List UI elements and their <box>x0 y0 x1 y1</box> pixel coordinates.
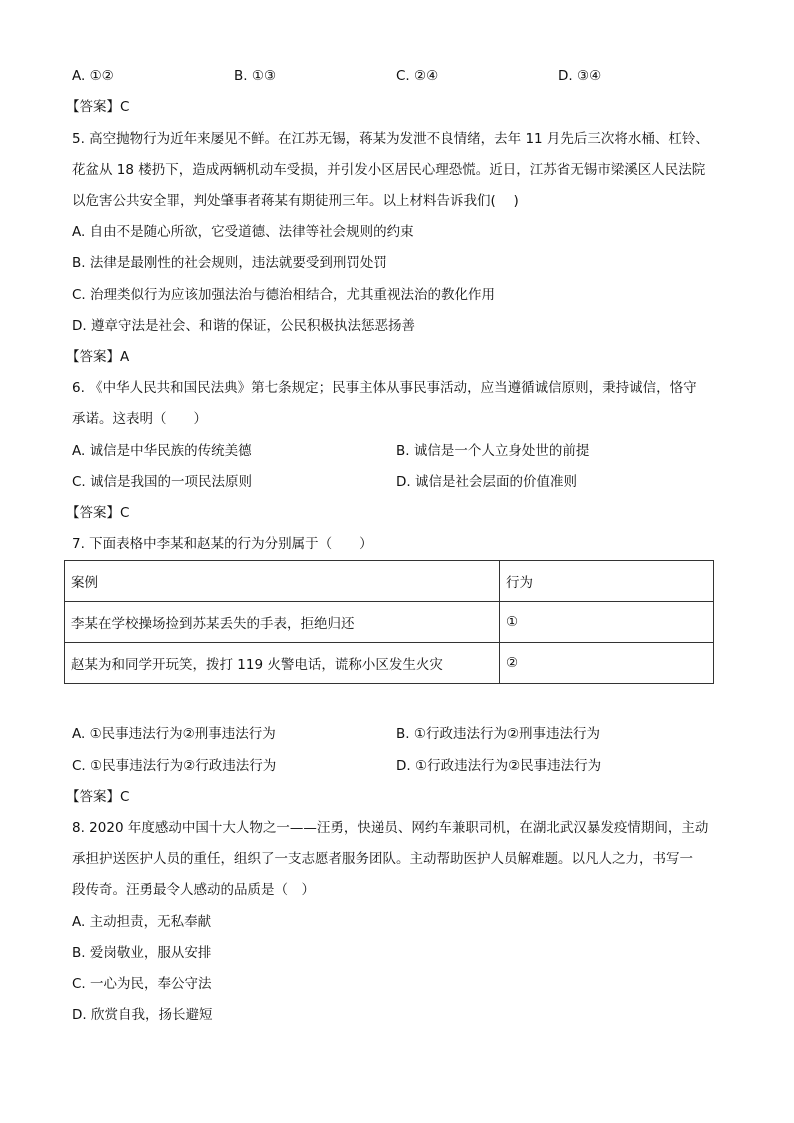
question-stem-line: 承担护送医护人员的重任，组织了一支志愿者服务团队。主动帮助医护人员解难题。以凡人之力，书写一 <box>72 851 693 867</box>
option-b: B. 法律是最刚性的社会规则，违法就要受到刑罚处罚 <box>72 255 387 271</box>
option-c: C. ②④ <box>396 68 439 84</box>
option-c: C. 诚信是我国的一项民法原则 <box>72 474 253 490</box>
option-c: C. 治理类似行为应该加强法治与德治相结合，尤其重视法治的教化作用 <box>72 287 496 303</box>
table-row <box>65 602 714 643</box>
table-header-cell: 案例 <box>65 561 500 602</box>
option-b: B. 诚信是一个人立身处世的前提 <box>396 443 590 459</box>
table-row <box>65 643 714 684</box>
answer-label: 【答案】C <box>66 789 130 805</box>
option-a: A. 自由不是随心所欲，它受道德、法律等社会规则的约束 <box>72 224 414 240</box>
table-header-cell: 行为 <box>500 561 714 602</box>
option-a: A. ①② <box>72 68 114 84</box>
option-b: B. 爱岗敬业，服从安排 <box>72 945 212 961</box>
table-cell: ② <box>500 643 714 684</box>
option-a: A. ①民事违法行为②刑事违法行为 <box>72 726 276 742</box>
case-table <box>64 560 714 684</box>
question-stem-line: 7. 下面表格中李某和赵某的行为分别属于（ ） <box>72 536 373 552</box>
option-a: A. 诚信是中华民族的传统美德 <box>72 443 252 459</box>
table-header-row <box>65 561 714 602</box>
option-d: D. 遵章守法是社会、和谐的保证，公民积极执法惩恶扬善 <box>72 318 415 334</box>
question-stem-line: 以危害公共安全罪，判处肇事者蒋某有期徒刑三年。以上材料告诉我们( ) <box>72 193 519 209</box>
table-cell: 李某在学校操场捡到苏某丢失的手表，拒绝归还 <box>65 602 500 643</box>
question-stem-line: 8. 2020 年度感动中国十大人物之一——汪勇，快递员、网约车兼职司机，在湖北武汉暴发疫情期间，主动 <box>72 820 709 836</box>
table-cell: 赵某为和同学开玩笑，拨打 119 火警电话，谎称小区发生火灾 <box>65 643 500 684</box>
option-d: D. ③④ <box>558 68 602 84</box>
option-b: B. ①③ <box>234 68 277 84</box>
table-cell: ① <box>500 602 714 643</box>
option-b: B. ①行政违法行为②刑事违法行为 <box>396 726 601 742</box>
option-d: D. ①行政违法行为②民事违法行为 <box>396 758 602 774</box>
option-d: D. 欣赏自我，扬长避短 <box>72 1007 213 1023</box>
option-c: C. ①民事违法行为②行政违法行为 <box>72 758 277 774</box>
answer-label: 【答案】C <box>66 505 130 521</box>
option-d: D. 诚信是社会层面的价值准则 <box>396 474 577 490</box>
option-a: A. 主动担责，无私奉献 <box>72 914 212 930</box>
answer-label: 【答案】A <box>66 349 130 365</box>
option-c: C. 一心为民，奉公守法 <box>72 976 212 992</box>
question-stem-line: 5. 高空抛物行为近年来屡见不鲜。在江苏无锡，蒋某为发泄不良情绪，去年 11 月先后三次将水桶、杠铃、 <box>72 131 709 147</box>
answer-label: 【答案】C <box>66 99 130 115</box>
question-stem-line: 段传奇。汪勇最令人感动的品质是（ ） <box>72 882 315 898</box>
question-stem-line: 承诺。这表明（ ） <box>72 411 207 427</box>
question-stem-line: 花盆从 18 楼扔下，造成两辆机动车受损，并引发小区居民心理恐慌。近日，江苏省无锡市梁溪区人民法院 <box>72 162 706 178</box>
question-stem-line: 6. 《中华人民共和国民法典》第七条规定；民事主体从事民事活动，应当遵循诚信原则，秉持诚信，恪守 <box>72 380 697 396</box>
